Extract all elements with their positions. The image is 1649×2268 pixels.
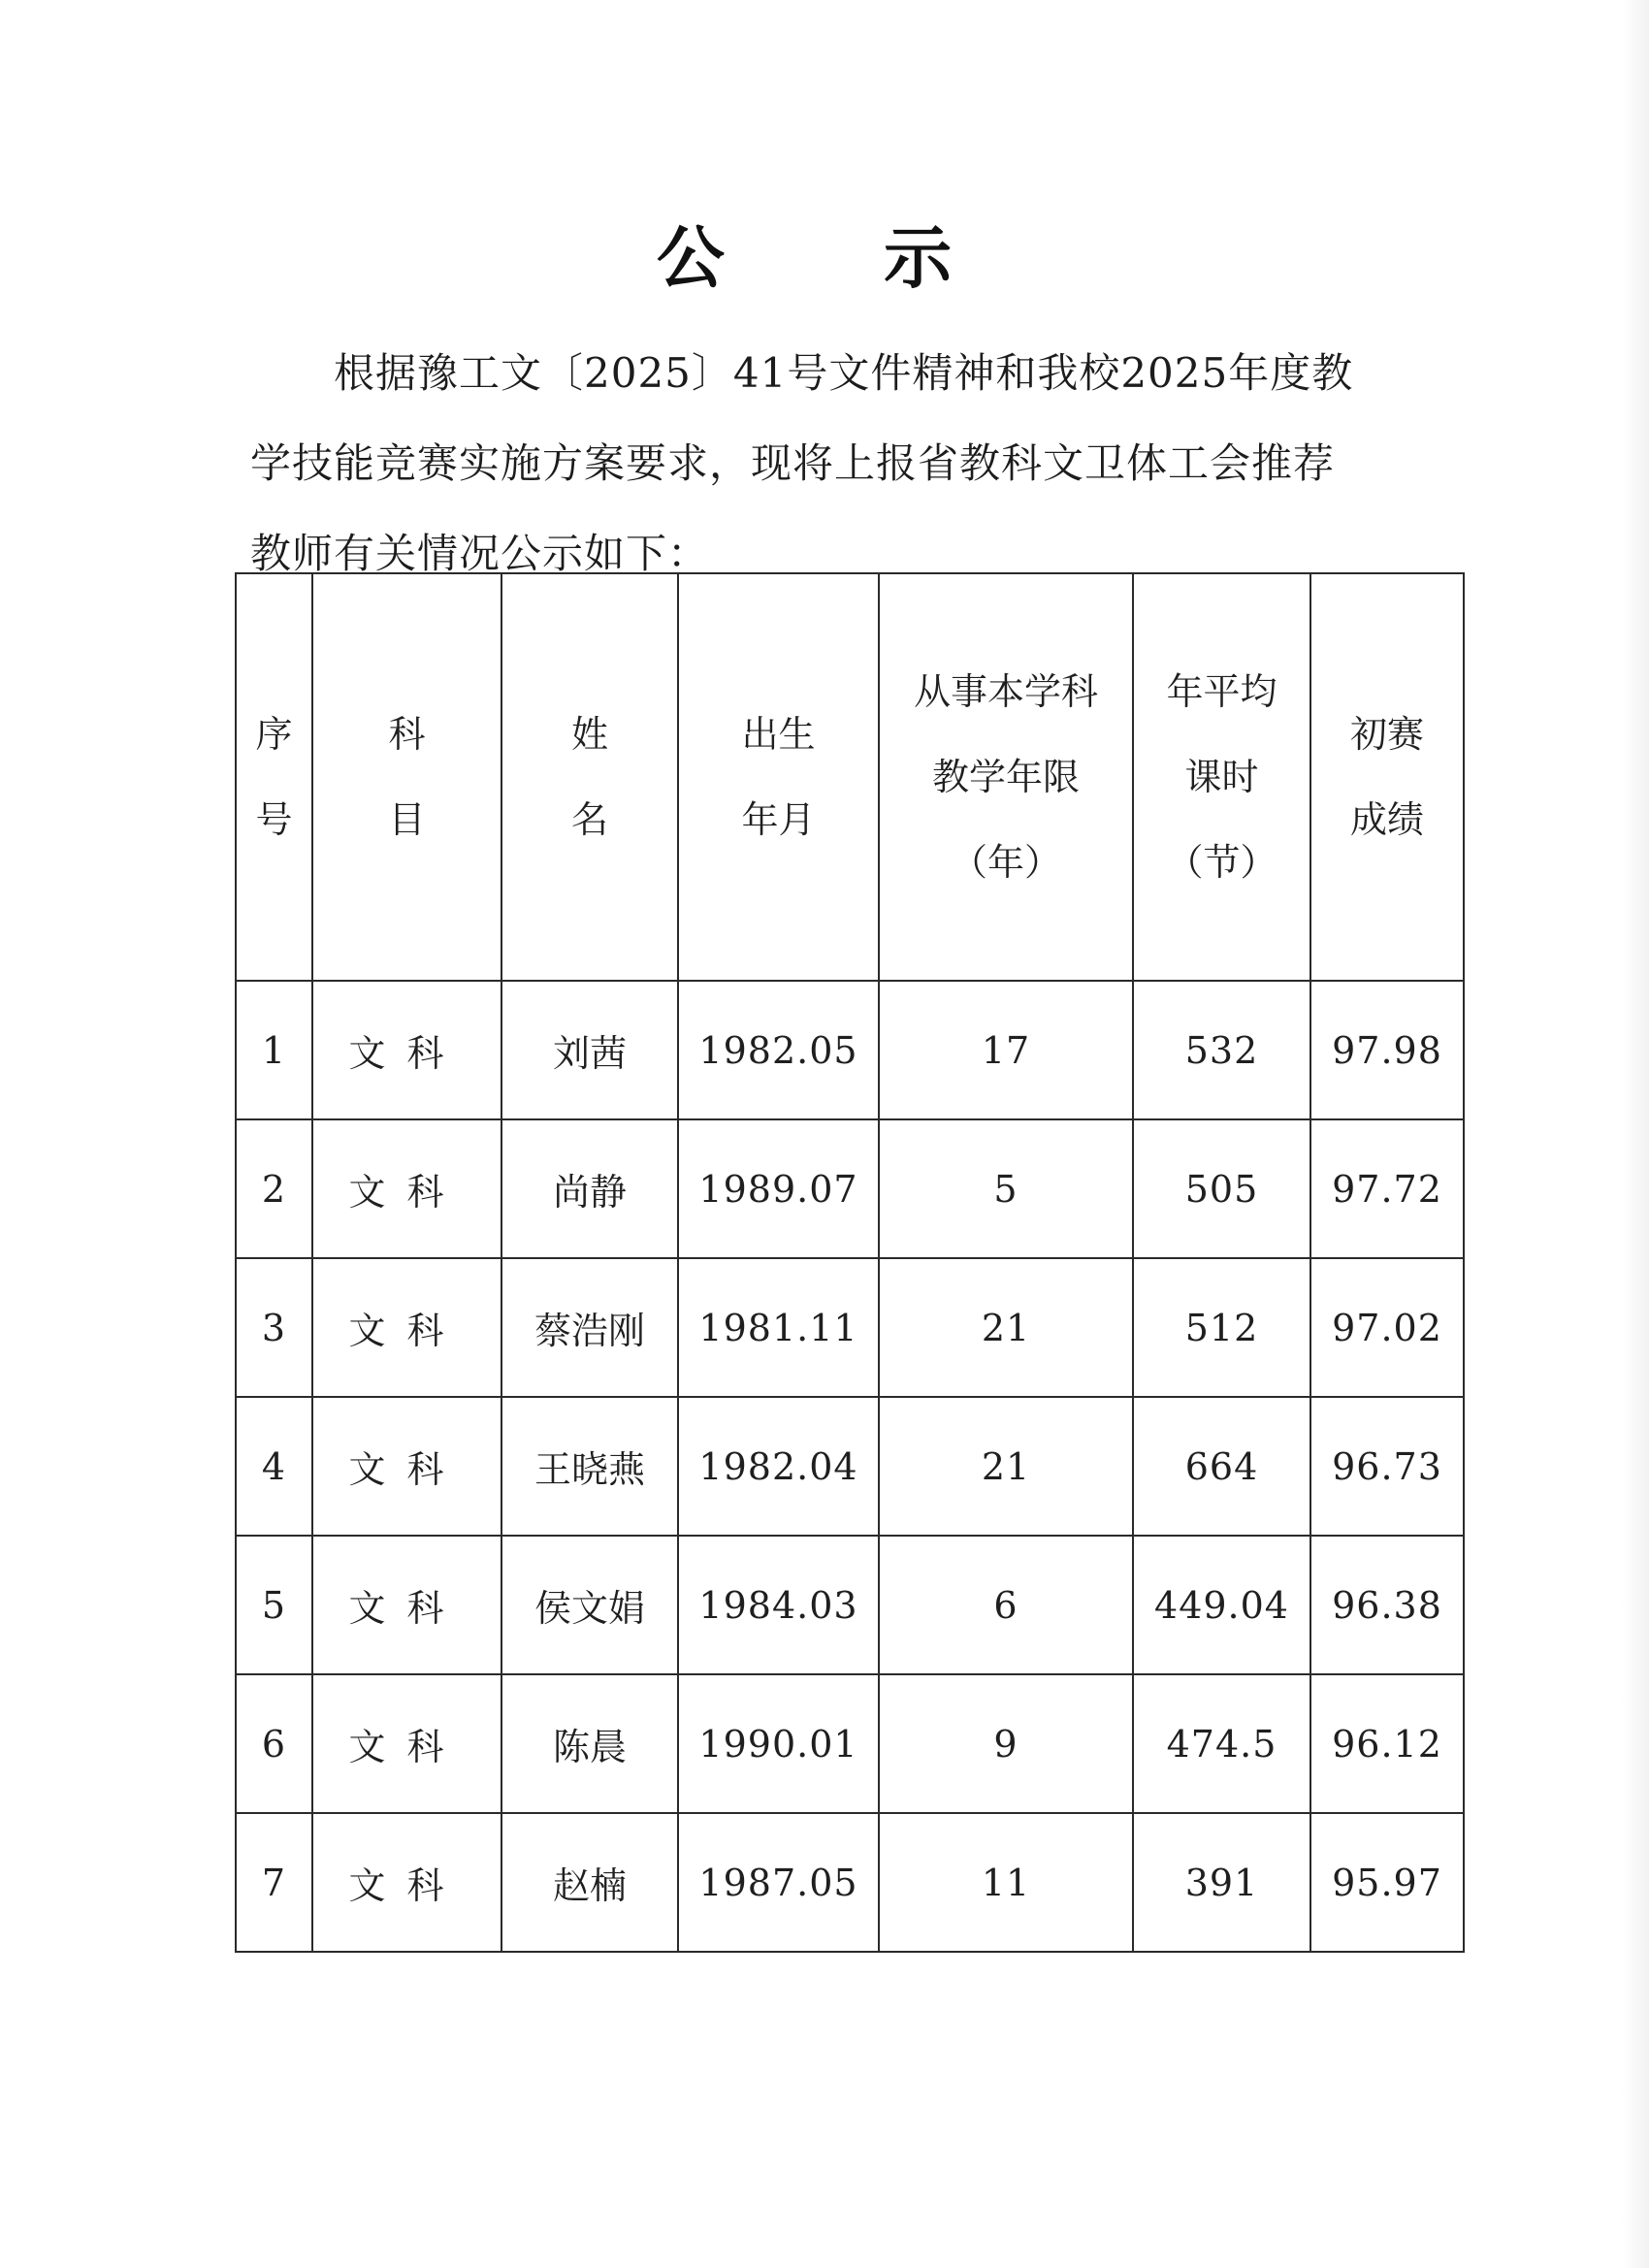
cell-subject: 文科 xyxy=(312,1674,501,1813)
cell-score: 96.73 xyxy=(1310,1397,1464,1536)
cell-birth: 1982.05 xyxy=(678,981,879,1119)
cell-hours: 512 xyxy=(1133,1258,1310,1397)
header-seq-label: 序号 xyxy=(255,713,293,841)
cell-seq: 6 xyxy=(236,1674,312,1813)
cell-score: 95.97 xyxy=(1310,1813,1464,1952)
cell-years: 21 xyxy=(879,1397,1133,1536)
cell-seq: 1 xyxy=(236,981,312,1119)
table-row xyxy=(236,1258,1464,1397)
cell-birth: 1989.07 xyxy=(678,1119,879,1258)
table-row xyxy=(236,1536,1464,1674)
header-birth xyxy=(678,573,879,981)
header-hours-line1: 年平均 xyxy=(1166,670,1277,713)
header-hours xyxy=(1133,573,1310,981)
header-score-line1: 初赛 xyxy=(1349,713,1424,756)
cell-hours: 505 xyxy=(1133,1119,1310,1258)
cell-score: 97.98 xyxy=(1310,981,1464,1119)
header-subject-label: 科目 xyxy=(388,713,426,841)
cell-birth: 1982.04 xyxy=(678,1397,879,1536)
header-years-line3: （年） xyxy=(950,841,1061,884)
cell-name: 刘茜 xyxy=(501,981,678,1119)
table-row xyxy=(236,1674,1464,1813)
cell-score: 96.12 xyxy=(1310,1674,1464,1813)
cell-subject: 文科 xyxy=(312,1119,501,1258)
cell-birth: 1981.11 xyxy=(678,1258,879,1397)
cell-subject: 文科 xyxy=(312,1813,501,1952)
table-row xyxy=(236,1813,1464,1952)
cell-name: 蔡浩刚 xyxy=(501,1258,678,1397)
cell-hours: 391 xyxy=(1133,1813,1310,1952)
cell-years: 11 xyxy=(879,1813,1133,1952)
table-row xyxy=(236,981,1464,1119)
teacher-table xyxy=(235,572,1465,1953)
header-score-line2: 成绩 xyxy=(1349,798,1424,841)
header-years xyxy=(879,573,1133,981)
cell-hours: 664 xyxy=(1133,1397,1310,1536)
table-row xyxy=(236,1397,1464,1536)
cell-hours: 474.5 xyxy=(1133,1674,1310,1813)
cell-name: 王晓燕 xyxy=(501,1397,678,1536)
header-hours-line3: （节） xyxy=(1166,841,1277,884)
cell-birth: 1990.01 xyxy=(678,1674,879,1813)
cell-seq: 4 xyxy=(236,1397,312,1536)
cell-subject: 文科 xyxy=(312,981,501,1119)
header-years-line2: 教学年限 xyxy=(931,756,1080,798)
cell-seq: 3 xyxy=(236,1258,312,1397)
cell-birth: 1987.05 xyxy=(678,1813,879,1952)
cell-hours: 449.04 xyxy=(1133,1536,1310,1674)
cell-seq: 2 xyxy=(236,1119,312,1258)
header-birth-line2: 年月 xyxy=(741,798,816,841)
cell-years: 21 xyxy=(879,1258,1133,1397)
scan-edge-shadow xyxy=(1622,0,1649,2268)
header-years-line1: 从事本学科 xyxy=(913,670,1098,713)
cell-birth: 1984.03 xyxy=(678,1536,879,1674)
header-name-label: 姓名 xyxy=(570,713,608,841)
header-score xyxy=(1310,573,1464,981)
cell-name: 陈晨 xyxy=(501,1674,678,1813)
cell-name: 侯文娟 xyxy=(501,1536,678,1674)
cell-subject: 文科 xyxy=(312,1536,501,1674)
cell-subject: 文科 xyxy=(312,1397,501,1536)
cell-seq: 7 xyxy=(236,1813,312,1952)
header-hours-line2: 课时 xyxy=(1184,756,1259,798)
table-row xyxy=(236,1119,1464,1258)
table-header-row xyxy=(236,573,1464,981)
cell-seq: 5 xyxy=(236,1536,312,1674)
cell-score: 97.72 xyxy=(1310,1119,1464,1258)
header-seq xyxy=(236,573,312,981)
cell-years: 17 xyxy=(879,981,1133,1119)
cell-subject: 文科 xyxy=(312,1258,501,1397)
cell-score: 97.02 xyxy=(1310,1258,1464,1397)
cell-score: 96.38 xyxy=(1310,1536,1464,1674)
cell-years: 6 xyxy=(879,1536,1133,1674)
cell-name: 赵楠 xyxy=(501,1813,678,1952)
cell-hours: 532 xyxy=(1133,981,1310,1119)
header-name xyxy=(501,573,678,981)
cell-name: 尚静 xyxy=(501,1119,678,1258)
page-title: 公 示 xyxy=(656,218,1020,298)
header-subject xyxy=(312,573,501,981)
header-birth-line1: 出生 xyxy=(741,713,816,756)
cell-years: 9 xyxy=(879,1674,1133,1813)
intro-paragraph: 根据豫工文〔2025〕41号文件精神和我校2025年度教学技能竞赛实施方案要求，现将上报省教科文卫体工会推荐教师有关情况公示如下： xyxy=(250,349,1354,577)
cell-years: 5 xyxy=(879,1119,1133,1258)
